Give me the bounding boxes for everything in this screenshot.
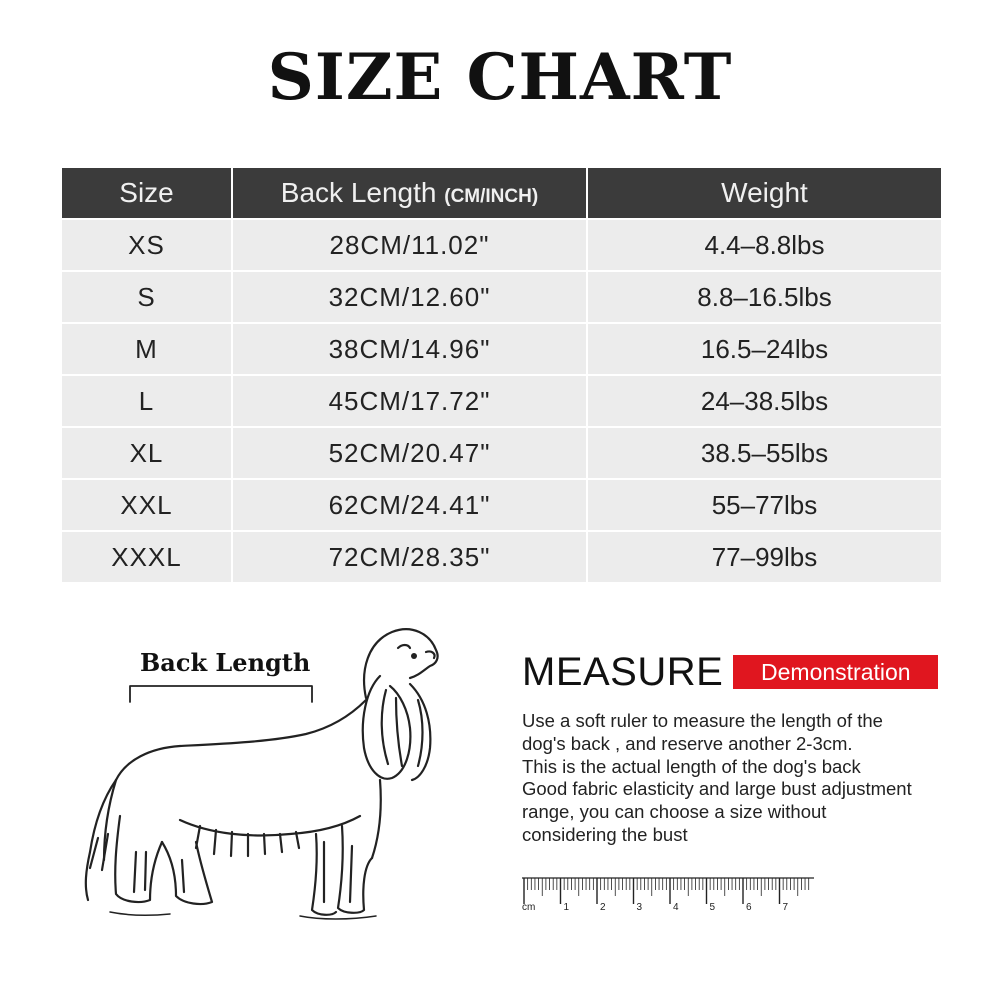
cell-size: XL [62, 428, 231, 478]
cell-weight: 24–38.5lbs [588, 376, 941, 426]
cell-size: XS [62, 220, 231, 270]
instruction-line: Use a soft ruler to measure the length of the [522, 710, 883, 731]
size-table [60, 166, 943, 584]
header-back-length-unit: (CM/INCH) [444, 186, 539, 207]
back-length-label: Back Length [140, 648, 311, 677]
cell-weight: 77–99lbs [588, 532, 941, 582]
cell-size: L [62, 376, 231, 426]
cell-back-length: 72CM/28.35" [233, 532, 586, 582]
ruler-number: 7 [782, 902, 789, 913]
instruction-line: considering the bust [522, 823, 688, 845]
instruction-line: range, you can choose a size without [522, 801, 827, 823]
measure-title: MEASURE [522, 649, 724, 694]
instruction-line: This is the actual length of the dog's back [522, 755, 861, 777]
ruler-number: 1 [563, 902, 570, 913]
cell-size: S [62, 272, 231, 322]
table-row [62, 532, 941, 582]
dog-outline-illustration [80, 620, 460, 930]
ruler-number: 6 [746, 902, 752, 913]
instruction-line: Good fabric elasticity and large bust adjustment [522, 778, 912, 800]
cell-back-length: 32CM/12.60" [233, 272, 586, 322]
cell-back-length: 45CM/17.72" [233, 376, 586, 426]
measure-header [522, 650, 938, 694]
instruction-line: dog's back , and reserve another 2-3cm. [522, 732, 853, 754]
table-row [62, 376, 941, 426]
ruler-unit-label: cm [522, 902, 536, 913]
cell-size: XXL [62, 480, 231, 530]
table-header-row [62, 168, 941, 218]
measure-instructions [522, 710, 962, 847]
header-back-length [233, 168, 586, 218]
ruler-number: 2 [600, 902, 606, 913]
table-row [62, 324, 941, 374]
cell-weight: 8.8–16.5lbs [588, 272, 941, 322]
cell-size: M [62, 324, 231, 374]
demonstration-badge: Demonstration [733, 655, 938, 689]
ruler-number: 5 [709, 902, 716, 913]
cell-weight: 4.4–8.8lbs [588, 220, 941, 270]
cell-back-length: 52CM/20.47" [233, 428, 586, 478]
table-row [62, 428, 941, 478]
cell-back-length: 28CM/11.02" [233, 220, 586, 270]
cell-weight: 38.5–55lbs [588, 428, 941, 478]
header-size: Size [62, 168, 231, 218]
ruler-number: 3 [636, 902, 643, 913]
table-row [62, 220, 941, 270]
cell-weight: 55–77lbs [588, 480, 941, 530]
cell-back-length: 38CM/14.96" [233, 324, 586, 374]
ruler-number: 4 [673, 902, 679, 913]
cell-weight: 16.5–24lbs [588, 324, 941, 374]
ruler-icon [520, 876, 820, 916]
table-row [62, 272, 941, 322]
header-back-length-label: Back Length [280, 177, 437, 208]
header-weight: Weight [588, 168, 941, 218]
back-length-bracket [130, 686, 312, 702]
page-title: SIZE CHART [267, 40, 733, 115]
table-row [62, 480, 941, 530]
cell-back-length: 62CM/24.41" [233, 480, 586, 530]
cell-size: XXXL [62, 532, 231, 582]
